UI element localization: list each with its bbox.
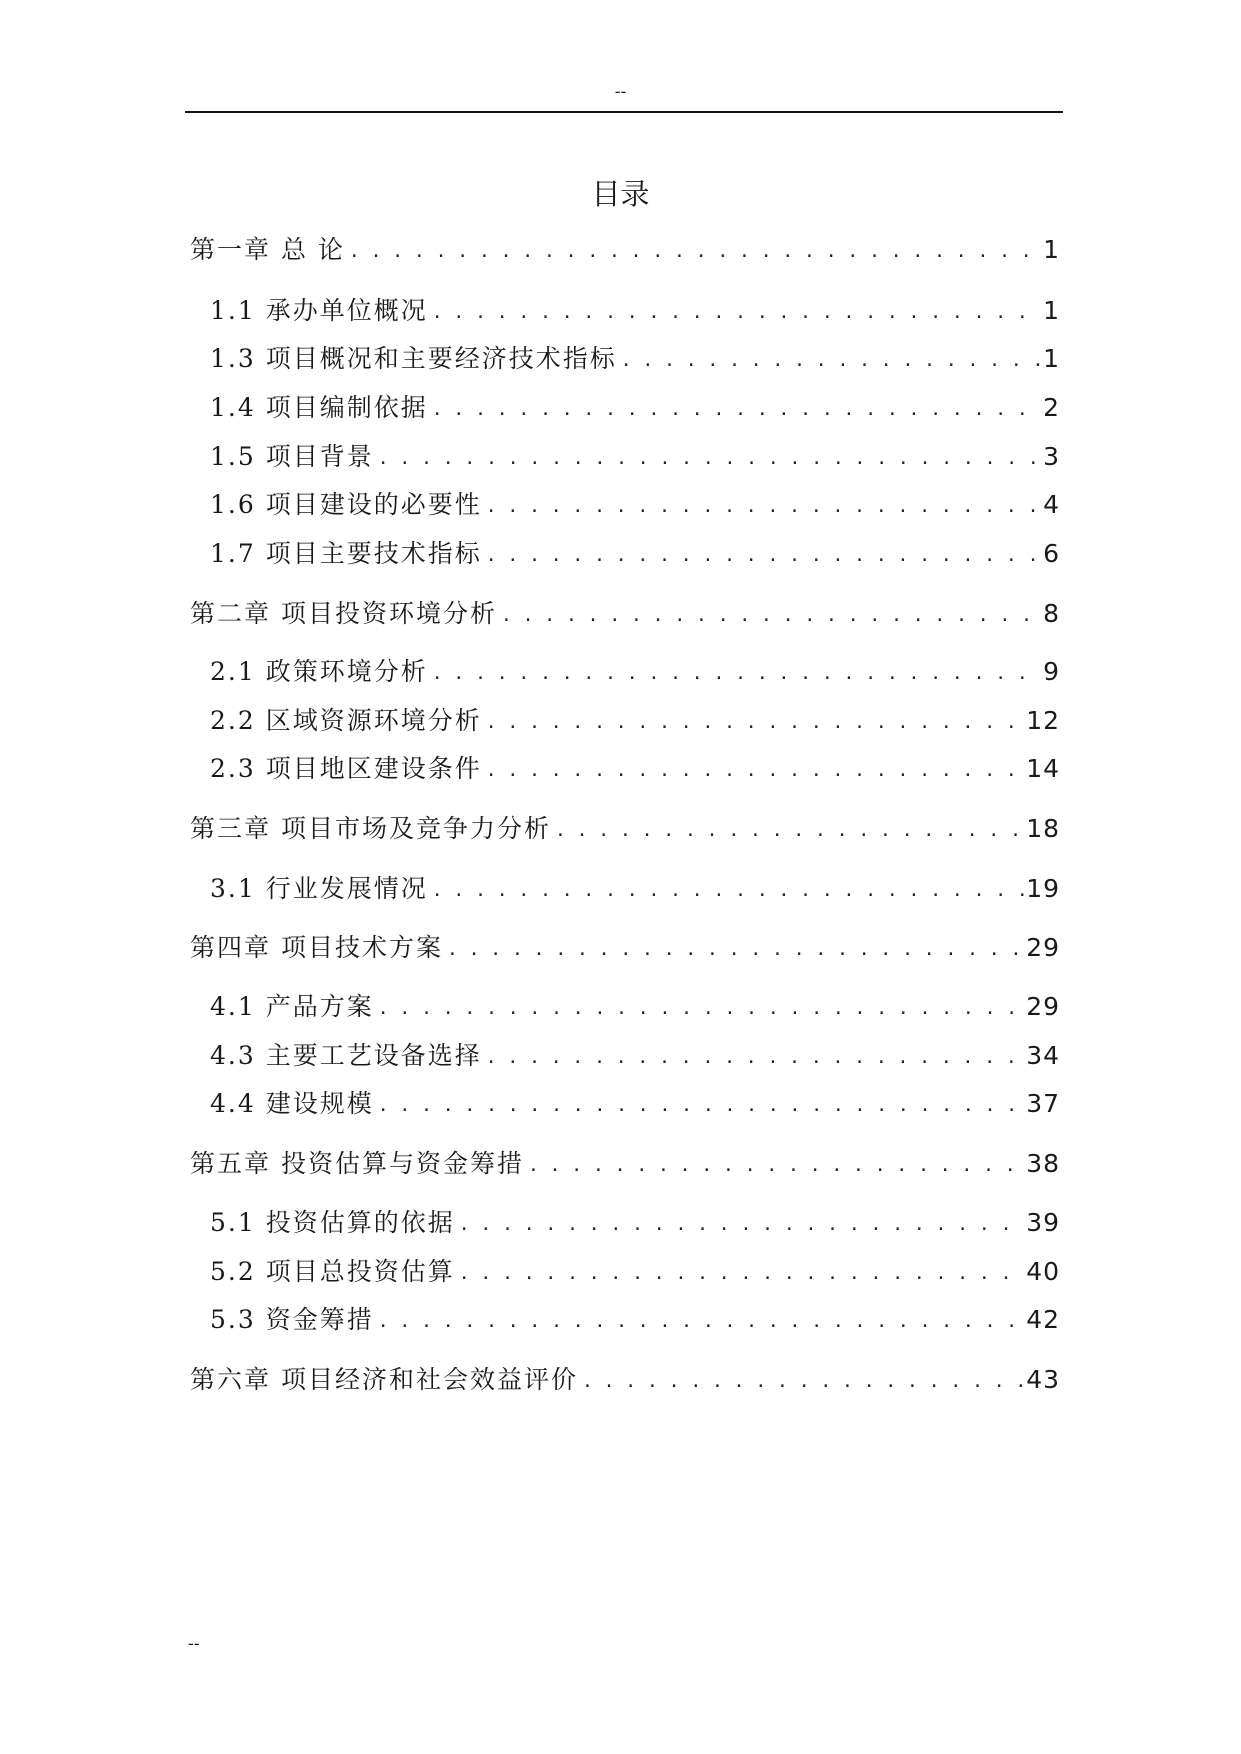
toc-entry-label: 5.2 项目总投资估算 <box>210 1257 455 1286</box>
toc-dot-leader <box>374 444 1043 474</box>
toc-page-number: 19 <box>1026 874 1060 903</box>
toc-dot-leader <box>443 935 1026 965</box>
toc-chapter-entry[interactable] <box>190 233 1060 267</box>
toc-entry-label: 1.6 项目建设的必要性 <box>210 490 482 519</box>
toc-section-entry[interactable] <box>190 1303 1060 1337</box>
toc-section-entry[interactable] <box>190 752 1060 786</box>
toc-dot-leader <box>428 876 1026 906</box>
toc-dot-leader <box>617 346 1043 376</box>
toc-dot-leader <box>374 1307 1026 1337</box>
toc-entry-label: 第一章 总 论 <box>190 235 345 264</box>
toc-entry-label: 第六章 项目经济和社会效益评价 <box>190 1365 578 1394</box>
toc-section-entry[interactable] <box>190 294 1060 328</box>
toc-page-number: 42 <box>1026 1305 1060 1334</box>
toc-dot-leader <box>524 1151 1026 1181</box>
toc-entry-label: 2.2 区域资源环境分析 <box>210 706 482 735</box>
toc-dot-leader <box>345 237 1043 267</box>
toc-section-entry[interactable] <box>190 990 1060 1024</box>
toc-page-number: 39 <box>1026 1208 1060 1237</box>
toc-dot-leader <box>482 1043 1026 1073</box>
toc-section-entry[interactable] <box>190 488 1060 522</box>
toc-page-number: 9 <box>1043 657 1060 686</box>
toc-section-entry[interactable] <box>190 872 1060 906</box>
toc-section-entry[interactable] <box>190 342 1060 376</box>
toc-page-number: 2 <box>1043 393 1060 422</box>
header-divider <box>185 111 1063 113</box>
toc-page-number: 1 <box>1043 235 1060 264</box>
toc-section-entry[interactable] <box>190 1255 1060 1289</box>
toc-page-number: 38 <box>1026 1149 1060 1178</box>
page-footer-mark: -- <box>188 1634 200 1653</box>
toc-dot-leader <box>482 708 1026 738</box>
toc-page-number: 43 <box>1026 1365 1060 1394</box>
toc-title: 目录 <box>591 177 650 211</box>
toc-page-number: 29 <box>1026 992 1060 1021</box>
toc-entry-label: 1.4 项目编制依据 <box>210 393 428 422</box>
toc-chapter-entry[interactable] <box>190 1147 1060 1181</box>
toc-section-entry[interactable] <box>190 704 1060 738</box>
toc-entry-label: 1.5 项目背景 <box>210 442 374 471</box>
toc-entry-label: 1.3 项目概况和主要经济技术指标 <box>210 344 617 373</box>
toc-entry-label: 1.7 项目主要技术指标 <box>210 539 482 568</box>
toc-entry-label: 4.1 产品方案 <box>210 992 374 1021</box>
toc-section-entry[interactable] <box>190 655 1060 689</box>
toc-page-number: 37 <box>1026 1089 1060 1118</box>
toc-page-number: 1 <box>1043 296 1060 325</box>
toc-entry-label: 4.4 建设规模 <box>210 1089 374 1118</box>
page-header-mark: -- <box>614 82 627 101</box>
toc-chapter-entry[interactable] <box>190 812 1060 846</box>
toc-dot-leader <box>578 1367 1026 1397</box>
toc-section-entry[interactable] <box>190 440 1060 474</box>
toc-entry-label: 5.1 投资估算的依据 <box>210 1208 455 1237</box>
toc-dot-leader <box>497 601 1043 631</box>
toc-dot-leader <box>374 994 1026 1024</box>
toc-entry-label: 2.1 政策环境分析 <box>210 657 428 686</box>
toc-page-number: 1 <box>1043 344 1060 373</box>
toc-entry-label: 1.1 承办单位概况 <box>210 296 428 325</box>
toc-dot-leader <box>482 756 1026 786</box>
toc-entry-label: 2.3 项目地区建设条件 <box>210 754 482 783</box>
toc-chapter-entry[interactable] <box>190 931 1060 965</box>
toc-section-entry[interactable] <box>190 1087 1060 1121</box>
toc-entry-label: 第二章 项目投资环境分析 <box>190 599 497 628</box>
toc-dot-leader <box>551 816 1026 846</box>
toc-dot-leader <box>428 395 1043 425</box>
toc-page-number: 6 <box>1043 539 1060 568</box>
toc-dot-leader <box>455 1259 1026 1289</box>
toc-chapter-entry[interactable] <box>190 1363 1060 1397</box>
toc-section-entry[interactable] <box>190 1039 1060 1073</box>
toc-dot-leader <box>428 298 1043 328</box>
toc-page-number: 34 <box>1026 1041 1060 1070</box>
toc-section-entry[interactable] <box>190 1206 1060 1240</box>
toc-page-number: 8 <box>1043 599 1060 628</box>
toc-section-entry[interactable] <box>190 391 1060 425</box>
toc-dot-leader <box>482 541 1043 571</box>
toc-entry-label: 5.3 资金筹措 <box>210 1305 374 1334</box>
toc-page-number: 40 <box>1026 1257 1060 1286</box>
toc-page-number: 3 <box>1043 442 1060 471</box>
toc-dot-leader <box>428 659 1043 689</box>
toc-page-number: 12 <box>1026 706 1060 735</box>
toc-entry-label: 第五章 投资估算与资金筹措 <box>190 1149 524 1178</box>
toc-entry-label: 3.1 行业发展情况 <box>210 874 428 903</box>
toc-page-number: 4 <box>1043 490 1060 519</box>
toc-entry-label: 第三章 项目市场及竞争力分析 <box>190 814 551 843</box>
toc-entry-label: 第四章 项目技术方案 <box>190 933 443 962</box>
toc-section-entry[interactable] <box>190 537 1060 571</box>
toc-page-number: 14 <box>1026 754 1060 783</box>
toc-dot-leader <box>374 1091 1026 1121</box>
toc-dot-leader <box>455 1210 1026 1240</box>
toc-page-number: 18 <box>1026 814 1060 843</box>
toc-dot-leader <box>482 492 1043 522</box>
toc-chapter-entry[interactable] <box>190 597 1060 631</box>
toc-page-number: 29 <box>1026 933 1060 962</box>
toc-entry-label: 4.3 主要工艺设备选择 <box>210 1041 482 1070</box>
